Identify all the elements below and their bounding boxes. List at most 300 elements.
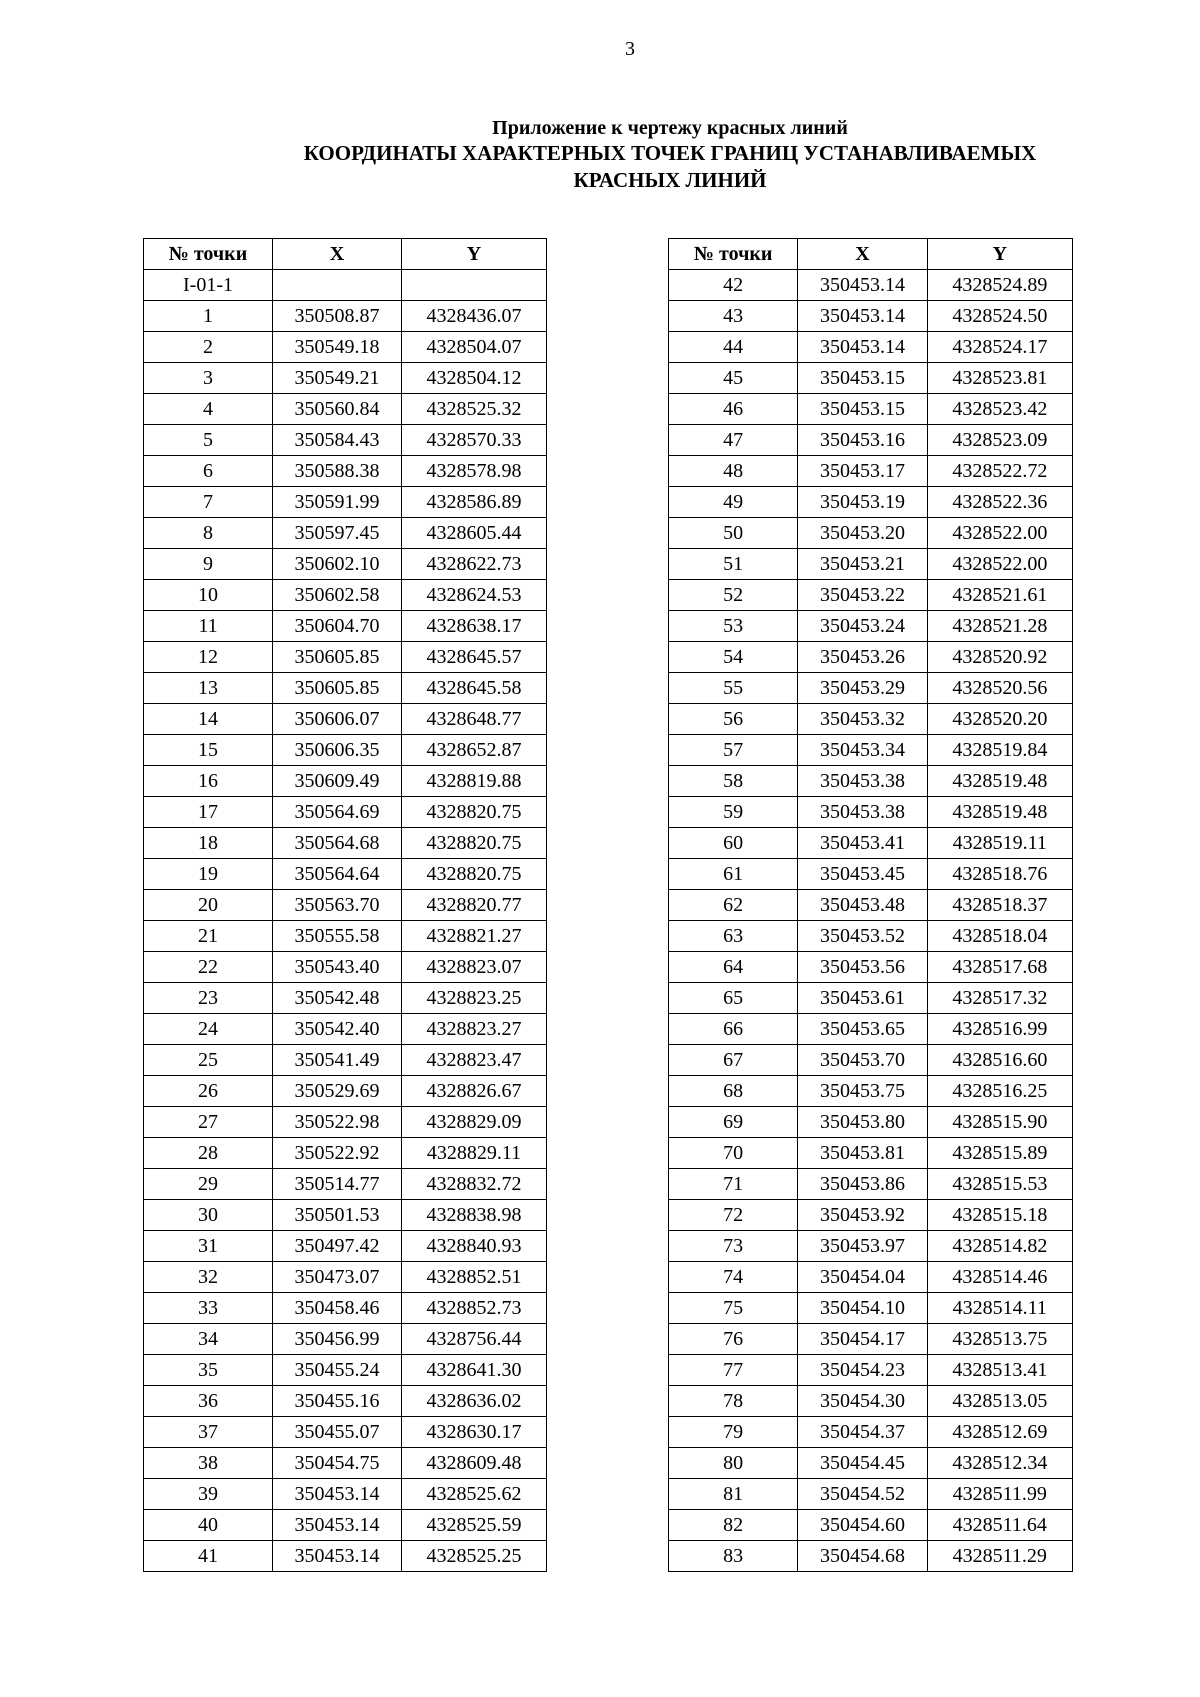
cell-x: 350453.65: [798, 1014, 927, 1045]
cell-y: 4328524.17: [927, 332, 1072, 363]
cell-x: 350453.29: [798, 673, 927, 704]
table-row: [144, 1014, 547, 1045]
cell-x: 350453.16: [798, 425, 927, 456]
cell-point-number: 27: [144, 1107, 273, 1138]
cell-y: 4328570.33: [402, 425, 547, 456]
cell-y: 4328624.53: [402, 580, 547, 611]
cell-x: 350453.52: [798, 921, 927, 952]
cell-x: 350542.48: [273, 983, 402, 1014]
cell-x: 350454.30: [798, 1386, 927, 1417]
cell-y: 4328829.11: [402, 1138, 547, 1169]
table-row: [144, 1293, 547, 1324]
table-row: [669, 332, 1073, 363]
cell-x: 350453.75: [798, 1076, 927, 1107]
cell-point-number: 8: [144, 518, 273, 549]
table-row: [669, 952, 1073, 983]
cell-x: 350453.41: [798, 828, 927, 859]
table-row: [144, 1510, 547, 1541]
cell-point-number: 14: [144, 704, 273, 735]
cell-y: 4328524.50: [927, 301, 1072, 332]
cell-x: 350458.46: [273, 1293, 402, 1324]
cell-point-number: 34: [144, 1324, 273, 1355]
cell-x: 350508.87: [273, 301, 402, 332]
cell-x: 350453.24: [798, 611, 927, 642]
cell-y: 4328511.99: [927, 1479, 1072, 1510]
table-row: [669, 1355, 1073, 1386]
cell-x: 350453.17: [798, 456, 927, 487]
table-row: [669, 642, 1073, 673]
cell-point-number: 28: [144, 1138, 273, 1169]
cell-point-number: 10: [144, 580, 273, 611]
table-row: [669, 270, 1073, 301]
table-row: [144, 1448, 547, 1479]
cell-point-number: 71: [669, 1169, 798, 1200]
cell-y: 4328638.17: [402, 611, 547, 642]
cell-y: 4328516.99: [927, 1014, 1072, 1045]
cell-y: [402, 270, 547, 301]
cell-x: 350453.34: [798, 735, 927, 766]
cell-y: 4328819.88: [402, 766, 547, 797]
table-row: [144, 301, 547, 332]
column-header-x: X: [798, 239, 927, 270]
cell-point-number: 60: [669, 828, 798, 859]
cell-y: 4328648.77: [402, 704, 547, 735]
cell-point-number: 64: [669, 952, 798, 983]
table-row: [144, 1107, 547, 1138]
cell-x: 350522.92: [273, 1138, 402, 1169]
cell-point-number: 74: [669, 1262, 798, 1293]
cell-point-number: 9: [144, 549, 273, 580]
cell-point-number: 39: [144, 1479, 273, 1510]
cell-point-number: 76: [669, 1324, 798, 1355]
table-row: [669, 1045, 1073, 1076]
table-row: [144, 952, 547, 983]
heading-subtitle: Приложение к чертежу красных линий: [492, 117, 848, 139]
heading-title-line-2: КРАСНЫХ ЛИНИЙ: [573, 168, 767, 192]
table-row: [669, 1107, 1073, 1138]
cell-x: 350602.10: [273, 549, 402, 580]
cell-y: 4328578.98: [402, 456, 547, 487]
cell-y: 4328511.29: [927, 1541, 1072, 1572]
cell-y: 4328522.00: [927, 549, 1072, 580]
cell-point-number: 79: [669, 1417, 798, 1448]
table-row: [669, 766, 1073, 797]
cell-point-number: 33: [144, 1293, 273, 1324]
cell-point-number: 6: [144, 456, 273, 487]
cell-point-number: 46: [669, 394, 798, 425]
cell-y: 4328525.59: [402, 1510, 547, 1541]
cell-y: 4328515.18: [927, 1200, 1072, 1231]
cell-point-number: 20: [144, 890, 273, 921]
cell-y: 4328826.67: [402, 1076, 547, 1107]
table-row: [669, 363, 1073, 394]
table-row: [144, 766, 547, 797]
table-row: [669, 1541, 1073, 1572]
cell-point-number: 35: [144, 1355, 273, 1386]
table-row: [144, 797, 547, 828]
table-row: [144, 1231, 547, 1262]
cell-point-number: 81: [669, 1479, 798, 1510]
cell-point-number: 29: [144, 1169, 273, 1200]
cell-x: 350606.35: [273, 735, 402, 766]
cell-x: 350564.68: [273, 828, 402, 859]
table-row: [669, 456, 1073, 487]
table-row: [144, 1479, 547, 1510]
table-row: [144, 828, 547, 859]
cell-point-number: 58: [669, 766, 798, 797]
coordinates-table-left-body: [144, 270, 547, 1572]
table-row: [669, 890, 1073, 921]
column-header-x: X: [273, 239, 402, 270]
table-row: [144, 1138, 547, 1169]
cell-point-number: 77: [669, 1355, 798, 1386]
cell-y: 4328525.32: [402, 394, 547, 425]
cell-x: 350453.86: [798, 1169, 927, 1200]
table-row: [669, 983, 1073, 1014]
cell-x: 350549.18: [273, 332, 402, 363]
cell-y: 4328820.75: [402, 828, 547, 859]
cell-x: 350453.61: [798, 983, 927, 1014]
cell-y: 4328821.27: [402, 921, 547, 952]
cell-y: 4328609.48: [402, 1448, 547, 1479]
cell-x: 350584.43: [273, 425, 402, 456]
cell-x: 350454.52: [798, 1479, 927, 1510]
table-header-row: [144, 239, 547, 270]
cell-y: 4328504.07: [402, 332, 547, 363]
cell-point-number: 42: [669, 270, 798, 301]
table-row: [669, 735, 1073, 766]
cell-point-number: 52: [669, 580, 798, 611]
cell-y: 4328820.75: [402, 797, 547, 828]
cell-y: 4328516.60: [927, 1045, 1072, 1076]
table-row: [669, 828, 1073, 859]
table-row: [669, 1386, 1073, 1417]
cell-x: 350597.45: [273, 518, 402, 549]
cell-y: 4328521.61: [927, 580, 1072, 611]
cell-x: 350529.69: [273, 1076, 402, 1107]
table-row: [144, 704, 547, 735]
table-row: [144, 642, 547, 673]
table-row: [669, 425, 1073, 456]
cell-y: 4328517.32: [927, 983, 1072, 1014]
cell-y: 4328521.28: [927, 611, 1072, 642]
cell-point-number: 69: [669, 1107, 798, 1138]
cell-point-number: 49: [669, 487, 798, 518]
table-row: [144, 1262, 547, 1293]
cell-point-number: 62: [669, 890, 798, 921]
cell-x: 350454.60: [798, 1510, 927, 1541]
cell-point-number: 17: [144, 797, 273, 828]
table-row: [144, 332, 547, 363]
cell-x: 350563.70: [273, 890, 402, 921]
cell-point-number: 78: [669, 1386, 798, 1417]
cell-y: 4328515.53: [927, 1169, 1072, 1200]
cell-point-number: 31: [144, 1231, 273, 1262]
cell-y: 4328605.44: [402, 518, 547, 549]
cell-point-number: 53: [669, 611, 798, 642]
cell-point-number: 22: [144, 952, 273, 983]
table-row: [669, 518, 1073, 549]
cell-y: 4328586.89: [402, 487, 547, 518]
cell-y: 4328630.17: [402, 1417, 547, 1448]
cell-point-number: 41: [144, 1541, 273, 1572]
table-row: [669, 797, 1073, 828]
cell-y: 4328513.75: [927, 1324, 1072, 1355]
cell-x: 350453.70: [798, 1045, 927, 1076]
cell-x: 350453.14: [273, 1541, 402, 1572]
cell-y: 4328523.09: [927, 425, 1072, 456]
cell-x: 350453.32: [798, 704, 927, 735]
cell-y: 4328823.07: [402, 952, 547, 983]
cell-y: 4328756.44: [402, 1324, 547, 1355]
table-row: [144, 735, 547, 766]
cell-y: 4328514.46: [927, 1262, 1072, 1293]
cell-point-number: 67: [669, 1045, 798, 1076]
cell-y: 4328520.20: [927, 704, 1072, 735]
cell-point-number: 57: [669, 735, 798, 766]
table-row: [669, 1138, 1073, 1169]
cell-y: 4328820.75: [402, 859, 547, 890]
cell-point-number: 3: [144, 363, 273, 394]
cell-x: 350453.19: [798, 487, 927, 518]
table-row: [144, 518, 547, 549]
cell-point-number: 45: [669, 363, 798, 394]
cell-y: 4328436.07: [402, 301, 547, 332]
table-row: [144, 1045, 547, 1076]
cell-y: 4328523.81: [927, 363, 1072, 394]
cell-y: 4328823.25: [402, 983, 547, 1014]
cell-y: 4328511.64: [927, 1510, 1072, 1541]
cell-point-number: 30: [144, 1200, 273, 1231]
table-row: [144, 890, 547, 921]
coordinates-table-right: [668, 238, 1073, 1572]
cell-x: 350453.21: [798, 549, 927, 580]
cell-y: 4328622.73: [402, 549, 547, 580]
table-row: [669, 1231, 1073, 1262]
table-row: [144, 270, 547, 301]
cell-x: 350564.69: [273, 797, 402, 828]
cell-y: 4328525.25: [402, 1541, 547, 1572]
cell-x: 350606.07: [273, 704, 402, 735]
cell-x: 350542.40: [273, 1014, 402, 1045]
cell-point-number: 82: [669, 1510, 798, 1541]
cell-point-number: 51: [669, 549, 798, 580]
cell-point-number: 61: [669, 859, 798, 890]
cell-point-number: 63: [669, 921, 798, 952]
cell-x: 350454.75: [273, 1448, 402, 1479]
table-row: [669, 1262, 1073, 1293]
cell-point-number: 32: [144, 1262, 273, 1293]
cell-x: 350602.58: [273, 580, 402, 611]
cell-y: 4328852.73: [402, 1293, 547, 1324]
cell-y: 4328645.58: [402, 673, 547, 704]
cell-point-number: 11: [144, 611, 273, 642]
cell-point-number: 7: [144, 487, 273, 518]
cell-x: 350453.48: [798, 890, 927, 921]
cell-x: 350454.04: [798, 1262, 927, 1293]
cell-y: 4328636.02: [402, 1386, 547, 1417]
column-header-y: Y: [402, 239, 547, 270]
cell-y: 4328518.76: [927, 859, 1072, 890]
column-header-point-number: № точки: [144, 239, 273, 270]
cell-point-number: 40: [144, 1510, 273, 1541]
cell-x: 350453.14: [798, 301, 927, 332]
cell-y: 4328522.36: [927, 487, 1072, 518]
cell-x: 350453.15: [798, 394, 927, 425]
table-row: [669, 549, 1073, 580]
table-row: [669, 580, 1073, 611]
cell-x: 350453.38: [798, 766, 927, 797]
cell-y: 4328514.11: [927, 1293, 1072, 1324]
table-row: [144, 921, 547, 952]
cell-y: 4328512.34: [927, 1448, 1072, 1479]
cell-x: 350453.15: [798, 363, 927, 394]
cell-x: 350453.80: [798, 1107, 927, 1138]
cell-y: 4328829.09: [402, 1107, 547, 1138]
cell-x: 350609.49: [273, 766, 402, 797]
table-header-row: [669, 239, 1073, 270]
cell-y: 4328519.48: [927, 766, 1072, 797]
cell-x: 350454.68: [798, 1541, 927, 1572]
cell-y: 4328520.92: [927, 642, 1072, 673]
table-row: [144, 549, 547, 580]
heading-title-line-1: КООРДИНАТЫ ХАРАКТЕРНЫХ ТОЧЕК ГРАНИЦ УСТАНАВЛИВАЕМЫХ: [303, 141, 1037, 165]
cell-x: 350453.45: [798, 859, 927, 890]
cell-point-number: 83: [669, 1541, 798, 1572]
cell-y: 4328519.11: [927, 828, 1072, 859]
table-row: [669, 394, 1073, 425]
table-row: [669, 1169, 1073, 1200]
cell-x: 350555.58: [273, 921, 402, 952]
table-row: [144, 673, 547, 704]
cell-x: 350453.97: [798, 1231, 927, 1262]
cell-y: 4328652.87: [402, 735, 547, 766]
table-row: [144, 394, 547, 425]
cell-point-number: 4: [144, 394, 273, 425]
cell-x: 350497.42: [273, 1231, 402, 1262]
cell-x: 350455.16: [273, 1386, 402, 1417]
cell-x: 350454.45: [798, 1448, 927, 1479]
cell-y: 4328832.72: [402, 1169, 547, 1200]
cell-point-number: 23: [144, 983, 273, 1014]
table-row: [669, 859, 1073, 890]
cell-y: 4328515.89: [927, 1138, 1072, 1169]
cell-point-number: 37: [144, 1417, 273, 1448]
table-row: [144, 1355, 547, 1386]
cell-x: [273, 270, 402, 301]
cell-point-number: 56: [669, 704, 798, 735]
coordinates-table-right-body: [669, 270, 1073, 1572]
table-row: [144, 1541, 547, 1572]
cell-x: 350454.37: [798, 1417, 927, 1448]
table-row: [669, 921, 1073, 952]
cell-x: 350543.40: [273, 952, 402, 983]
cell-point-number: 21: [144, 921, 273, 952]
table-row: [669, 611, 1073, 642]
cell-point-number: 2: [144, 332, 273, 363]
cell-x: 350455.07: [273, 1417, 402, 1448]
cell-x: 350454.10: [798, 1293, 927, 1324]
cell-point-number: 38: [144, 1448, 273, 1479]
cell-y: 4328519.48: [927, 797, 1072, 828]
table-row: [144, 983, 547, 1014]
cell-point-number: 54: [669, 642, 798, 673]
table-row: [669, 1417, 1073, 1448]
cell-x: 350453.14: [798, 332, 927, 363]
table-row: [669, 487, 1073, 518]
cell-point-number: 59: [669, 797, 798, 828]
cell-y: 4328641.30: [402, 1355, 547, 1386]
column-header-point-number: № точки: [669, 239, 798, 270]
cell-point-number: 50: [669, 518, 798, 549]
cell-point-number: 65: [669, 983, 798, 1014]
cell-x: 350453.14: [273, 1510, 402, 1541]
table-row: [669, 673, 1073, 704]
cell-point-number: 19: [144, 859, 273, 890]
table-row: [144, 487, 547, 518]
cell-x: 350454.23: [798, 1355, 927, 1386]
cell-x: 350453.14: [798, 270, 927, 301]
cell-point-number: 12: [144, 642, 273, 673]
table-row: [144, 1324, 547, 1355]
cell-y: 4328645.57: [402, 642, 547, 673]
cell-x: 350522.98: [273, 1107, 402, 1138]
cell-y: 4328504.12: [402, 363, 547, 394]
cell-point-number: 24: [144, 1014, 273, 1045]
cell-y: 4328515.90: [927, 1107, 1072, 1138]
cell-y: 4328522.00: [927, 518, 1072, 549]
cell-point-number: 1: [144, 301, 273, 332]
cell-x: 350541.49: [273, 1045, 402, 1076]
table-row: [144, 456, 547, 487]
cell-y: 4328852.51: [402, 1262, 547, 1293]
table-row: [669, 1200, 1073, 1231]
table-row: [669, 1448, 1073, 1479]
cell-x: 350549.21: [273, 363, 402, 394]
table-row: [144, 1417, 547, 1448]
cell-point-number: I-01-1: [144, 270, 273, 301]
cell-x: 350453.92: [798, 1200, 927, 1231]
cell-y: 4328820.77: [402, 890, 547, 921]
table-row: [144, 1200, 547, 1231]
table-row: [669, 1479, 1073, 1510]
cell-x: 350453.14: [273, 1479, 402, 1510]
cell-y: 4328823.47: [402, 1045, 547, 1076]
cell-point-number: 66: [669, 1014, 798, 1045]
cell-y: 4328518.04: [927, 921, 1072, 952]
cell-y: 4328517.68: [927, 952, 1072, 983]
table-row: [144, 611, 547, 642]
cell-y: 4328823.27: [402, 1014, 547, 1045]
cell-x: 350514.77: [273, 1169, 402, 1200]
table-row: [669, 1293, 1073, 1324]
cell-y: 4328840.93: [402, 1231, 547, 1262]
cell-x: 350453.81: [798, 1138, 927, 1169]
column-header-y: Y: [927, 239, 1072, 270]
cell-x: 350501.53: [273, 1200, 402, 1231]
cell-point-number: 80: [669, 1448, 798, 1479]
cell-x: 350588.38: [273, 456, 402, 487]
page-number: 3: [625, 38, 635, 60]
table-row: [669, 704, 1073, 735]
cell-x: 350453.26: [798, 642, 927, 673]
cell-y: 4328513.41: [927, 1355, 1072, 1386]
cell-y: 4328513.05: [927, 1386, 1072, 1417]
cell-point-number: 44: [669, 332, 798, 363]
cell-point-number: 15: [144, 735, 273, 766]
cell-x: 350454.17: [798, 1324, 927, 1355]
table-row: [144, 1076, 547, 1107]
